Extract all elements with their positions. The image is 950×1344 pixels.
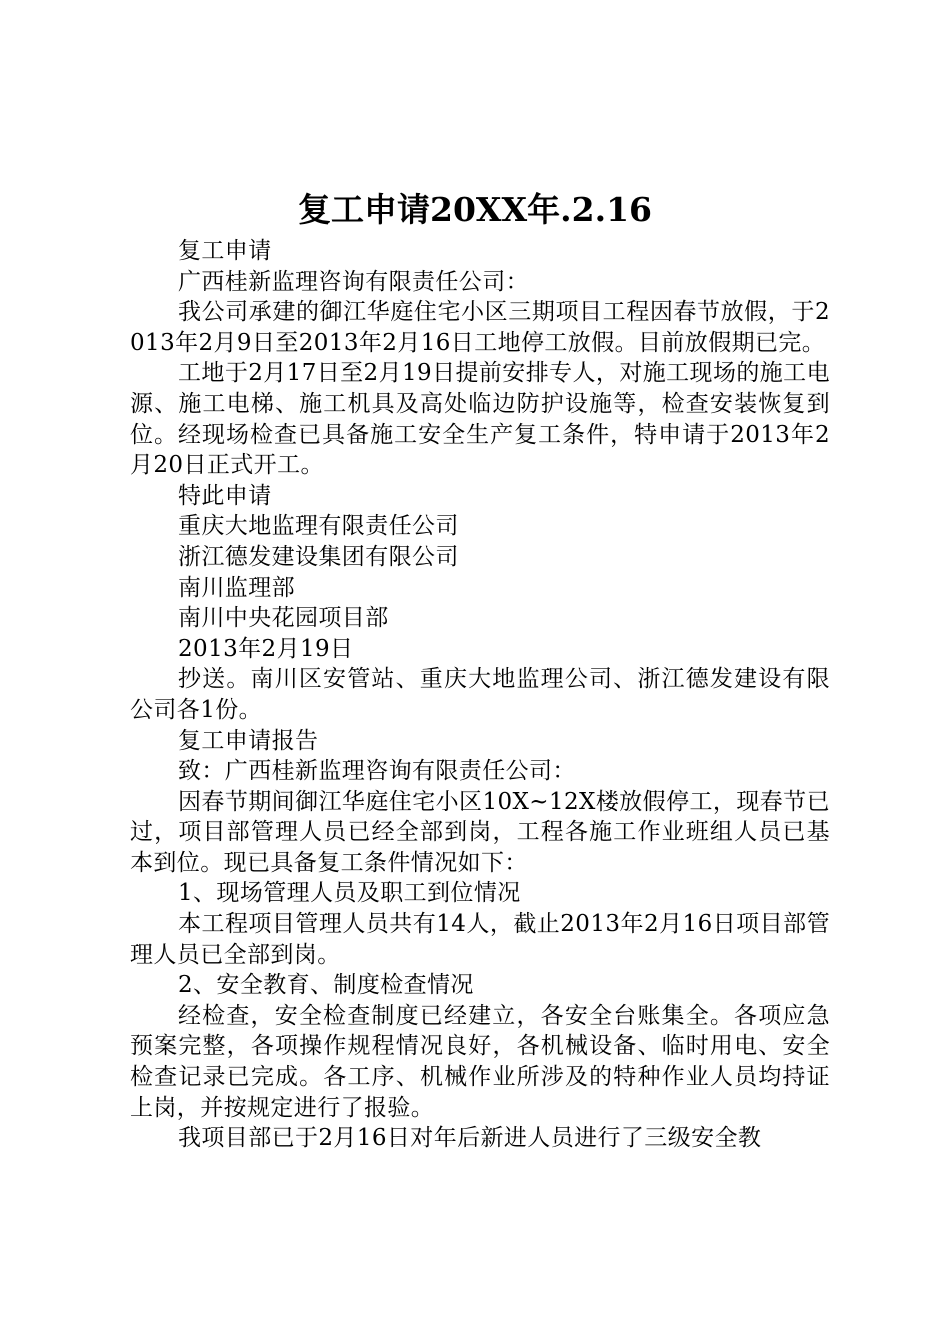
closing-request: 特此申请 xyxy=(178,482,272,509)
addressee: 广西桂新监理咨询有限责任公司： xyxy=(178,268,529,295)
document-body xyxy=(130,236,830,1154)
heading-reapply: 复工申请 xyxy=(178,238,272,264)
section-heading-safety: 2、安全教育、制度检查情况 xyxy=(178,972,474,999)
paragraph-training: 我项目部已于2月16日对年后新进人员进行了三级安全教 xyxy=(178,1125,762,1152)
signatory-project-dept: 南川中央花园项目部 xyxy=(178,605,389,632)
paragraph-staff: 本工程项目管理人员共有14人，截止2013年2月16日项目部管理人员已全部到岗。 xyxy=(130,911,830,968)
signatory-supervision-dept: 南川监理部 xyxy=(178,574,295,601)
paragraph-safety: 经检查，安全检查制度已经建立，各安全台账集全。各项应急预案完整，各项操作规程情况良好，各机械设备、临时用电、安全检查记录已完成。各工序、机械作业所涉及的特种作业人员均持证上岗，并按规定进行了报验。 xyxy=(130,1002,830,1121)
paragraph-report-intro: 因春节期间御江华庭住宅小区10X~12X楼放假停工，现春节已过，项目部管理人员已经全部到岗，工程各施工作业班组人员已基本到位。现已具备复工条件情况如下： xyxy=(130,788,830,876)
heading-report: 复工申请报告 xyxy=(178,727,319,754)
copy-to: 抄送。南川区安管站、重庆大地监理公司、浙江德发建设有限公司各1份。 xyxy=(130,666,830,723)
document-title: 复工申请20XX年.2.16 xyxy=(298,190,652,229)
report-addressee: 致：广西桂新监理咨询有限责任公司： xyxy=(178,758,576,785)
signatory-supervision-company: 重庆大地监理有限责任公司 xyxy=(178,513,459,540)
signatory-construction-group: 浙江德发建设集团有限公司 xyxy=(178,543,459,570)
signature-date: 2013年2月19日 xyxy=(178,635,354,662)
section-heading-staff: 1、现场管理人员及职工到位情况 xyxy=(178,880,521,907)
paragraph-holiday: 我公司承建的御江华庭住宅小区三期项目工程因春节放假，于2013年2月9日至2013年2月16日工地停工放假。目前放假期已完。 xyxy=(130,299,830,356)
paragraph-inspection: 工地于2月17日至2月19日提前安排专人，对施工现场的施工电源、施工电梯、施工机具及高处临边防护设施等，检查安装恢复到位。经现场检查已具备施工安全生产复工条件，特申请于2013年2月20日正式开工。 xyxy=(130,360,830,479)
